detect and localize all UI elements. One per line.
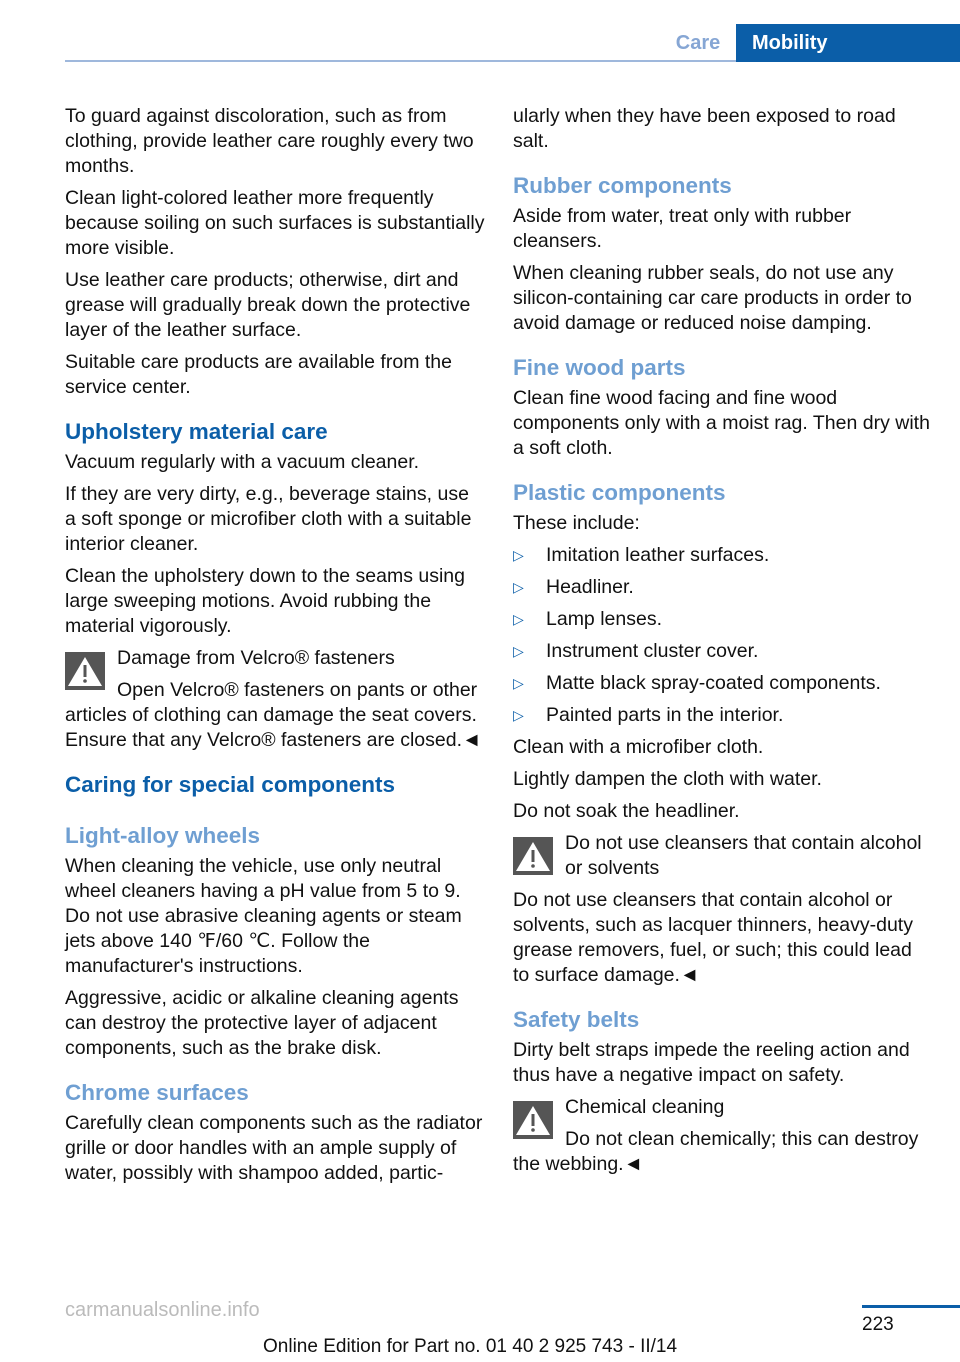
list-item-text: Imitation leather surfaces.: [546, 544, 770, 566]
heading-rubber: Rubber components: [513, 173, 732, 198]
heading-wood: Fine wood parts: [513, 355, 686, 380]
warning-chemical: [513, 1095, 933, 1177]
paragraph: If they are very dirty, e.g., beverage stains, use a soft sponge or microfiber cloth with a suitable interior cleaner.: [65, 483, 472, 555]
warning-body: Do not clean chemically; this can destroy the webbing.◄: [513, 1128, 919, 1175]
warning-title: Chemical cleaning: [565, 1096, 725, 1118]
bullet-triangle-icon: ▷: [513, 579, 524, 595]
paragraph: Lightly dampen the cloth with water.: [513, 768, 822, 790]
list-item-text: Matte black spray-coated components.: [546, 672, 881, 694]
list-item: [513, 671, 933, 696]
bullet-triangle-icon: ▷: [513, 707, 524, 723]
paragraph: Clean light-colored leather more frequently because soiling on such surfaces is substantially more visible.: [65, 187, 485, 259]
paragraph: Vacuum regularly with a vacuum cleaner.: [65, 451, 420, 473]
warning-velcro: [65, 646, 485, 753]
paragraph: When cleaning the vehicle, use only neutral wheel cleaners having a pH value from 5 to 9. Do not use abrasive cleaning agents or steam jets above 140 ℉/60 ℃. Follow the manufacturer's instructions.: [65, 855, 462, 977]
heading-wheels: Light-alloy wheels: [65, 823, 261, 848]
warning-icon: [65, 652, 105, 690]
bullet-triangle-icon: ▷: [513, 675, 524, 691]
paragraph: These include:: [513, 512, 640, 534]
paragraph: Do not soak the headliner.: [513, 800, 740, 822]
heading-special-components: Caring for special components: [65, 772, 396, 797]
page-number: 223: [862, 1314, 894, 1335]
list-item-text: Headliner.: [546, 576, 634, 598]
list-item: [513, 543, 933, 568]
tab-mobility[interactable]: Mobility: [736, 24, 960, 62]
paragraph: Aside from water, treat only with rubber cleansers.: [513, 205, 852, 252]
heading-belts: Safety belts: [513, 1007, 640, 1032]
list-item-text: Lamp lenses.: [546, 608, 662, 630]
heading-plastic: Plastic components: [513, 480, 726, 505]
paragraph: Carefully clean components such as the radiator grille or door handles with an ample supply of water, possibly with shampoo added, partic-: [65, 1112, 483, 1184]
left-column: [65, 104, 485, 1193]
warning-body: Do not use cleansers that contain alcohol or solvents, such as lacquer thinners, heavy-duty grease removers, fuel, or such; this could lead to surface damage.◄: [513, 889, 913, 986]
tab-care[interactable]: Care: [675, 32, 721, 54]
bullet-triangle-icon: ▷: [513, 643, 524, 659]
paragraph: ularly when they have been exposed to road salt.: [513, 105, 896, 152]
header-rule: [65, 60, 737, 62]
bullet-triangle-icon: ▷: [513, 611, 524, 627]
paragraph: When cleaning rubber seals, do not use any silicon-containing car care products in order to avoid damage or reduced noise damping.: [513, 262, 912, 334]
warning-icon: [513, 837, 553, 875]
list-item-text: Instrument cluster cover.: [546, 640, 759, 662]
paragraph: Suitable care products are available from the service center.: [65, 351, 452, 398]
list-item: [513, 639, 933, 664]
paragraph: Clean fine wood facing and fine wood components only with a moist rag. Then dry with a soft cloth.: [513, 387, 930, 459]
warning-title: Do not use cleansers that contain alcohol or solvents: [565, 832, 922, 879]
paragraph: Use leather care products; otherwise, dirt and grease will gradually break down the protective layer of the leather surface.: [65, 269, 471, 341]
footer-rule: [862, 1305, 960, 1308]
heading-chrome: Chrome surfaces: [65, 1080, 249, 1105]
watermark: carmanualsonline.info: [65, 1299, 260, 1321]
heading-upholstery: Upholstery material care: [65, 419, 328, 444]
warning-icon: [513, 1101, 553, 1139]
warning-alcohol: [513, 831, 933, 988]
paragraph: Aggressive, acidic or alkaline cleaning agents can destroy the protective layer of adjacent components, such as the brake disk.: [65, 987, 459, 1059]
paragraph: Dirty belt straps impede the reeling action and thus have a negative impact on safety.: [513, 1039, 910, 1086]
list-item-text: Painted parts in the interior.: [546, 704, 784, 726]
edition-text: Online Edition for Part no. 01 40 2 925 743 - II/14: [263, 1336, 678, 1357]
paragraph: Clean the upholstery down to the seams using large sweeping motions. Avoid rubbing the material vigorously.: [65, 565, 465, 637]
paragraph: Clean with a microfiber cloth.: [513, 736, 764, 758]
list-item: [513, 575, 933, 600]
warning-title: Damage from Velcro® fasteners: [117, 647, 395, 669]
bullet-triangle-icon: ▷: [513, 547, 524, 563]
warning-body: Open Velcro® fasteners on pants or other articles of clothing can damage the seat covers. Ensure that any Velcro® fasteners are closed.◄: [65, 679, 482, 751]
paragraph: To guard against discoloration, such as from clothing, provide leather care roughly every two months.: [65, 105, 474, 177]
right-column: [513, 104, 933, 1184]
list-item: [513, 703, 933, 728]
list-item: [513, 607, 933, 632]
